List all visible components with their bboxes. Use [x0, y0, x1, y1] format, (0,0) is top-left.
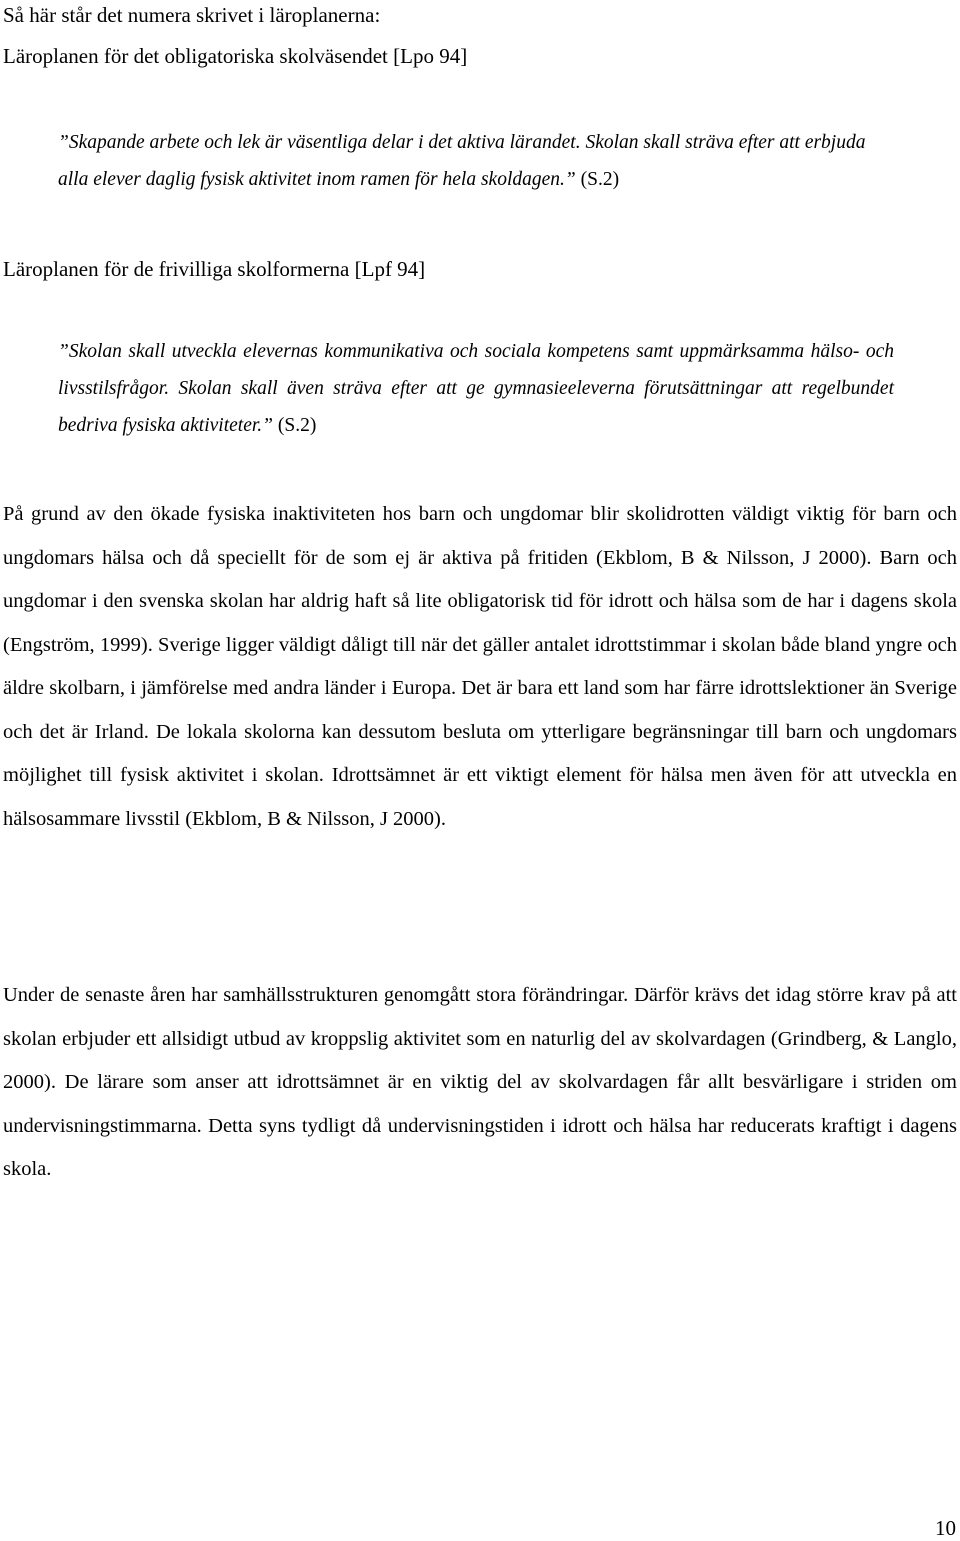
body-paragraph-1: På grund av den ökade fysiska inaktiviteten hos barn och ungdomar blir skolidrotten väldigt viktig för barn och ungdomars hälsa och då speciellt för de som ej är aktiva på fritiden (Ekblom, B & Nilsson, J 2000). Barn och ungdomar i den svenska skolan har aldrig haft så lite obligatorisk tid för idrott och hälsa som de har i dagens skola (Engström, 1999). Sverige ligger väldigt dåligt till när det gäller antalet idrottstimmar i skolan både bland yngre och äldre skolbarn, i jämförelse med andra länder i Europa. Det är bara ett land som har färre idrottslektioner än Sverige och det är Irland. De lokala skolorna kan dessutom besluta om ytterligare begränsningar till barn och ungdomars möjlighet till fysisk aktivitet i skolan. Idrottsämnet är ett viktigt element för hälsa men även för att utveckla en hälsosammare livsstil (Ekblom, B & Nilsson, J 2000). — [3, 503, 957, 830]
lpf-quote-ref: (S.2) — [277, 415, 317, 436]
page-number: 10 — [935, 1516, 956, 1540]
lpo-quote-ref: (S.2) — [580, 169, 620, 190]
lpo-heading: Läroplanen för det obligatoriska skolväsendet [Lpo 94] — [3, 44, 468, 68]
lpo-quote-text: ”Skapande arbete och lek är väsentliga delar i det aktiva lärandet. Skolan skall sträva efter att erbjuda alla elever daglig fysisk aktivitet inom ramen för hela skoldagen.” — [58, 132, 866, 190]
body-paragraph-2: Under de senaste åren har samhällsstrukturen genomgått stora förändringar. Därför krävs det idag större krav på att skolan erbjuder ett allsidigt utbud av kroppslig aktivitet som en naturlig del av skolvardagen (Grindberg, & Langlo, 2000). De lärare som anser att idrottsämnet är en viktig del av skolvardagen får allt besvärligare i striden om undervisningstimmarna. Detta syns tydligt då undervisningstiden i idrott och hälsa har reducerats kraftigt i dagens skola. — [3, 984, 957, 1180]
lpo-quote — [58, 124, 894, 198]
lpf-quote — [58, 333, 894, 444]
lpf-heading: Läroplanen för de frivilliga skolformerna [Lpf 94] — [3, 257, 426, 281]
lpf-quote-text: ”Skolan skall utveckla elevernas kommunikativa och sociala kompetens samt uppmärksamma hälso- och livsstilsfrågor. Skolan skall även sträva efter att ge gymnasieeleverna förutsättningar att regelbundet bedriva fysiska aktiviteter.” — [58, 341, 894, 436]
intro-line: Så här står det numera skrivet i läroplanerna: — [3, 3, 381, 27]
